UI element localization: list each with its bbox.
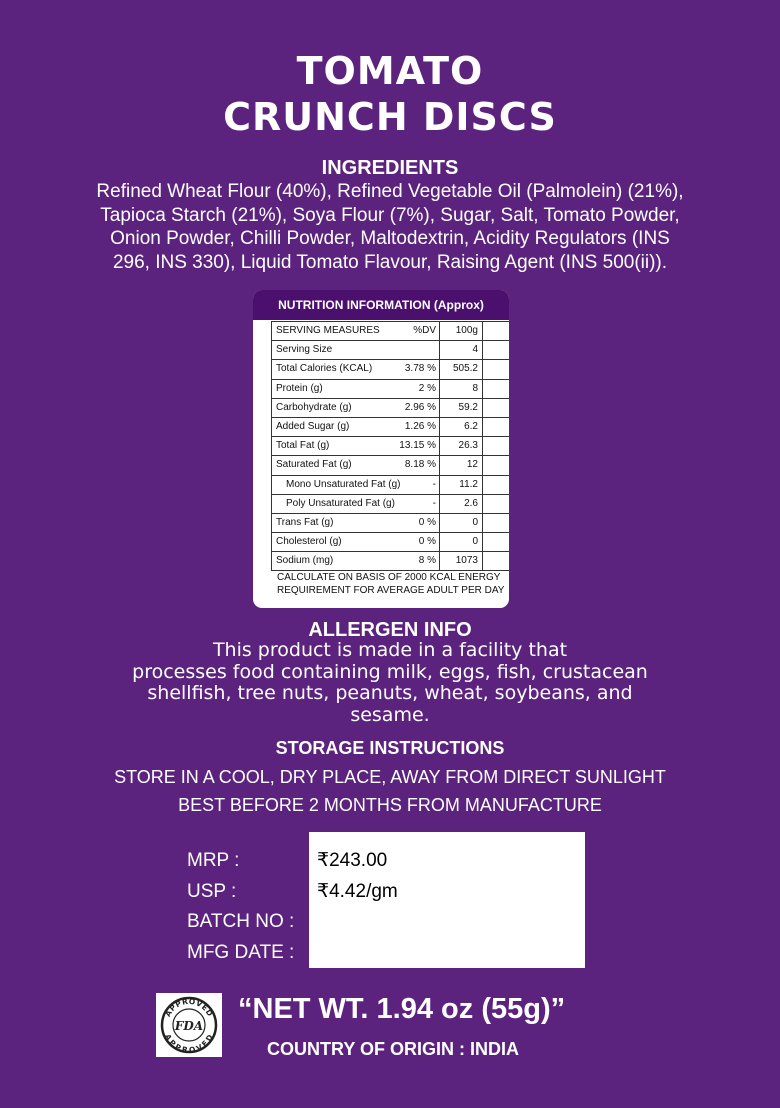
nutrition-row bbox=[272, 380, 509, 399]
svg-text:APPROVED bbox=[163, 997, 215, 1018]
fda-seal-icon bbox=[156, 993, 222, 1057]
nutrient-dv: 0 % bbox=[392, 514, 440, 532]
nutrition-header-row bbox=[272, 322, 509, 341]
nutrient-dv: 8.18 % bbox=[392, 456, 440, 474]
product-title bbox=[0, 48, 780, 140]
nutrient-label: Added Sugar (g) bbox=[276, 420, 350, 432]
nutrient-value: 11.2 bbox=[440, 476, 483, 494]
seal-center-text: FDA bbox=[174, 1019, 204, 1033]
product-title-line2: CRUNCH DISCS bbox=[223, 95, 557, 139]
usp-value: ₹4.42/gm bbox=[317, 880, 398, 902]
price-labels bbox=[187, 846, 294, 968]
nutrient-value: 0 bbox=[440, 514, 483, 532]
nutrient-dv: 2 % bbox=[392, 380, 440, 398]
mfg-date-label: MFG DATE : bbox=[187, 941, 295, 963]
ingredients-text bbox=[30, 180, 750, 274]
nutrient-label: Mono Unsaturated Fat (g) bbox=[286, 478, 401, 490]
nutrient-dv: - bbox=[392, 495, 440, 513]
nutrient-value: 2.6 bbox=[440, 495, 483, 513]
nutrient-value: 26.3 bbox=[440, 437, 483, 455]
nutrient-value: 505.2 bbox=[440, 360, 483, 378]
fda-approved-icon bbox=[156, 993, 222, 1057]
nutrient-dv: 8 % bbox=[392, 552, 440, 570]
nutrient-value: 6.2 bbox=[440, 418, 483, 436]
price-box bbox=[309, 832, 585, 968]
price-values bbox=[317, 846, 398, 907]
ingredients-line: Refined Wheat Flour (40%), Refined Vegetable Oil (Palmolein) (21%), bbox=[96, 181, 684, 202]
storage-heading: STORAGE INSTRUCTIONS bbox=[275, 738, 505, 758]
nutrition-row bbox=[272, 360, 509, 379]
nutrition-row bbox=[272, 437, 509, 456]
nutrient-dv bbox=[392, 341, 440, 359]
nutrition-footnote-line: REQUIREMENT FOR AVERAGE ADULT PER DAY bbox=[277, 585, 505, 596]
nutrient-dv: 1.26 % bbox=[392, 418, 440, 436]
nutrient-dv: 3.78 % bbox=[392, 360, 440, 378]
nutrient-label: Trans Fat (g) bbox=[276, 516, 334, 528]
nutrition-row bbox=[272, 552, 509, 571]
storage-line-1: STORE IN A COOL, DRY PLACE, AWAY FROM DIRECT SUNLIGHT bbox=[114, 767, 666, 787]
allergen-heading: ALLERGEN INFO bbox=[308, 619, 472, 641]
nutrient-label: Carbohydrate (g) bbox=[276, 401, 352, 413]
nutrient-label: Protein (g) bbox=[276, 382, 323, 394]
nutrient-value: 8 bbox=[440, 380, 483, 398]
nutrient-value: 0 bbox=[440, 533, 483, 551]
nutrient-value: 1073 bbox=[440, 552, 483, 570]
nutrition-footnote bbox=[271, 571, 508, 597]
nutrition-row bbox=[272, 476, 509, 495]
ingredients-line: Onion Powder, Chilli Powder, Maltodextrin, Acidity Regulators (INS bbox=[110, 228, 670, 249]
nutrition-row bbox=[272, 341, 509, 360]
storage-line-2: BEST BEFORE 2 MONTHS FROM MANUFACTURE bbox=[178, 795, 602, 815]
mrp-label: MRP : bbox=[187, 850, 240, 871]
usp-label: USP : bbox=[187, 880, 237, 902]
net-weight: “NET WT. 1.94 oz (55g)” bbox=[238, 993, 566, 1025]
nutrient-label: Total Calories (KCAL) bbox=[276, 363, 373, 375]
allergen-line: sesame. bbox=[350, 703, 430, 726]
ingredients-line: 296, INS 330), Liquid Tomato Flavour, Raising Agent (INS 500(ii)). bbox=[112, 251, 668, 273]
ingredients-heading: INGREDIENTS bbox=[321, 157, 459, 179]
nutrient-dv: 13.15 % bbox=[392, 437, 440, 455]
column-header-value: 100g bbox=[440, 322, 483, 340]
nutrition-row bbox=[272, 514, 509, 533]
nutrient-label: Sodium (mg) bbox=[276, 555, 334, 567]
nutrition-row bbox=[272, 418, 509, 437]
nutrition-grid bbox=[271, 321, 509, 571]
nutrition-footnote-line: CALCULATE ON BASIS OF 2000 KCAL ENERGY bbox=[277, 572, 501, 583]
nutrient-value: 12 bbox=[440, 456, 483, 474]
nutrient-dv: 0 % bbox=[392, 533, 440, 551]
ingredients-line: Tapioca Starch (21%), Soya Flour (7%), Sugar, Salt, Tomato Powder, bbox=[100, 204, 680, 226]
nutrient-value: 4 bbox=[440, 341, 483, 359]
allergen-line: shellfish, tree nuts, peanuts, wheat, soybeans, and bbox=[147, 682, 633, 704]
nutrient-label: Poly Unsaturated Fat (g) bbox=[286, 497, 395, 509]
country-of-origin: COUNTRY OF ORIGIN : INDIA bbox=[267, 1039, 519, 1059]
allergen-line: processes food containing milk, eggs, fish, crustacean bbox=[132, 660, 648, 683]
seal-top-text: APPROVED bbox=[163, 996, 215, 1019]
nutrient-label: Serving Size bbox=[276, 344, 333, 356]
nutrition-heading: NUTRITION INFORMATION (Approx) bbox=[253, 290, 509, 320]
nutrition-table bbox=[253, 290, 509, 608]
nutrient-dv: - bbox=[392, 476, 440, 494]
allergen-line: This product is made in a facility that bbox=[212, 639, 568, 661]
nutrient-dv: 2.96 % bbox=[392, 399, 440, 417]
nutrition-row bbox=[272, 399, 509, 418]
column-header-dv: %DV bbox=[392, 322, 440, 340]
nutrition-row bbox=[272, 533, 509, 552]
mrp-value: ₹243.00 bbox=[317, 850, 388, 871]
nutrient-value: 59.2 bbox=[440, 399, 483, 417]
nutrient-label: Cholesterol (g) bbox=[276, 536, 342, 548]
column-header-label: SERVING MEASURES bbox=[276, 325, 380, 336]
allergen-text bbox=[80, 640, 700, 726]
nutrient-label: Saturated Fat (g) bbox=[276, 459, 352, 471]
product-title-line1: TOMATO bbox=[296, 49, 484, 93]
seal-bottom-text: APPROVED bbox=[162, 1032, 216, 1055]
nutrition-row bbox=[272, 495, 509, 514]
nutrition-row bbox=[272, 456, 509, 475]
nutrient-label: Total Fat (g) bbox=[276, 440, 330, 452]
batch-label: BATCH NO : bbox=[187, 911, 295, 932]
